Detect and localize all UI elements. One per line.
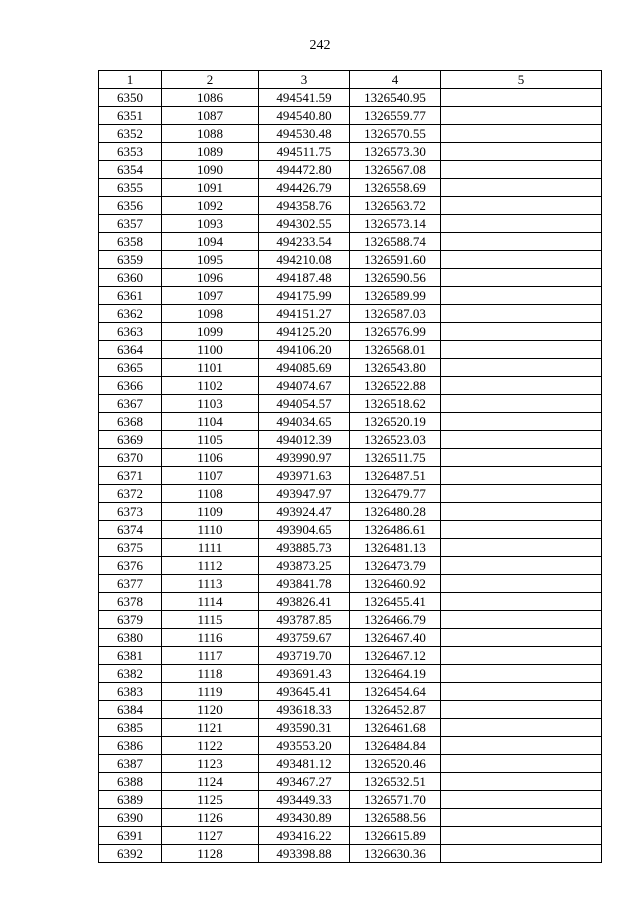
- table-cell-col-2: 1089: [162, 143, 259, 161]
- table-cell-col-3: 493947.97: [259, 485, 350, 503]
- table-cell-col-1: 6359: [99, 251, 162, 269]
- table-cell-col-3: 493990.97: [259, 449, 350, 467]
- coordinates-table: [98, 70, 602, 863]
- table-row: [99, 377, 602, 395]
- table-cell-col-1: 6364: [99, 341, 162, 359]
- table-cell-col-2: 1105: [162, 431, 259, 449]
- table-cell-col-1: 6379: [99, 611, 162, 629]
- table-cell-col-2: 1097: [162, 287, 259, 305]
- table-row: [99, 395, 602, 413]
- table-cell-col-1: 6360: [99, 269, 162, 287]
- table-cell-col-4: 1326455.41: [350, 593, 441, 611]
- table-cell-col-2: 1106: [162, 449, 259, 467]
- table-cell-col-2: 1127: [162, 827, 259, 845]
- table-cell-col-2: 1095: [162, 251, 259, 269]
- table-cell-col-1: 6376: [99, 557, 162, 575]
- table-cell-col-3: 493430.89: [259, 809, 350, 827]
- table-cell-col-3: 494187.48: [259, 269, 350, 287]
- table-cell-col-3: 494472.80: [259, 161, 350, 179]
- table-cell-col-4: 1326479.77: [350, 485, 441, 503]
- table-cell-col-5: [441, 575, 602, 593]
- table-cell-col-5: [441, 719, 602, 737]
- table-row: [99, 107, 602, 125]
- table-cell-col-4: 1326467.40: [350, 629, 441, 647]
- table-cell-col-2: 1109: [162, 503, 259, 521]
- table-cell-col-1: 6361: [99, 287, 162, 305]
- table-cell-col-2: 1094: [162, 233, 259, 251]
- table-cell-col-1: 6350: [99, 89, 162, 107]
- table-cell-col-1: 6390: [99, 809, 162, 827]
- table-cell-col-1: 6354: [99, 161, 162, 179]
- table-row: [99, 611, 602, 629]
- table-cell-col-3: 493467.27: [259, 773, 350, 791]
- table-cell-col-4: 1326587.03: [350, 305, 441, 323]
- table-cell-col-5: [441, 89, 602, 107]
- table-row: [99, 341, 602, 359]
- table-cell-col-4: 1326518.62: [350, 395, 441, 413]
- table-cell-col-1: 6371: [99, 467, 162, 485]
- table-row: [99, 827, 602, 845]
- table-cell-col-3: 493416.22: [259, 827, 350, 845]
- table-cell-col-4: 1326481.13: [350, 539, 441, 557]
- table-cell-col-2: 1099: [162, 323, 259, 341]
- table-cell-col-5: [441, 755, 602, 773]
- table-cell-col-2: 1087: [162, 107, 259, 125]
- table-cell-col-2: 1116: [162, 629, 259, 647]
- table-row: [99, 809, 602, 827]
- table-row: [99, 521, 602, 539]
- table-cell-col-5: [441, 791, 602, 809]
- table-cell-col-5: [441, 503, 602, 521]
- table-cell-col-3: 493787.85: [259, 611, 350, 629]
- table-cell-col-4: 1326568.01: [350, 341, 441, 359]
- table-cell-col-1: 6392: [99, 845, 162, 863]
- table-cell-col-1: 6363: [99, 323, 162, 341]
- table-cell-col-2: 1121: [162, 719, 259, 737]
- table-cell-col-5: [441, 593, 602, 611]
- table-cell-col-5: [441, 827, 602, 845]
- table-cell-col-1: 6378: [99, 593, 162, 611]
- table-row: [99, 773, 602, 791]
- table-cell-col-5: [441, 521, 602, 539]
- table-row: [99, 305, 602, 323]
- table-cell-col-3: 494034.65: [259, 413, 350, 431]
- table-cell-col-4: 1326473.79: [350, 557, 441, 575]
- table-row: [99, 485, 602, 503]
- table-cell-col-4: 1326563.72: [350, 197, 441, 215]
- table-cell-col-2: 1128: [162, 845, 259, 863]
- table-row: [99, 143, 602, 161]
- table-cell-col-4: 1326571.70: [350, 791, 441, 809]
- table-cell-col-5: [441, 845, 602, 863]
- table-cell-col-4: 1326573.14: [350, 215, 441, 233]
- table-cell-col-2: 1110: [162, 521, 259, 539]
- table-cell-col-3: 494233.54: [259, 233, 350, 251]
- table-cell-col-1: 6383: [99, 683, 162, 701]
- table-cell-col-4: 1326573.30: [350, 143, 441, 161]
- table-cell-col-4: 1326615.89: [350, 827, 441, 845]
- table-cell-col-5: [441, 341, 602, 359]
- table-row: [99, 791, 602, 809]
- table-cell-col-2: 1123: [162, 755, 259, 773]
- table-cell-col-3: 494302.55: [259, 215, 350, 233]
- table-cell-col-1: 6356: [99, 197, 162, 215]
- table-cell-col-3: 494426.79: [259, 179, 350, 197]
- table-cell-col-2: 1092: [162, 197, 259, 215]
- table-cell-col-4: 1326543.80: [350, 359, 441, 377]
- table-cell-col-4: 1326486.61: [350, 521, 441, 539]
- column-header-5: 5: [441, 71, 602, 89]
- table-cell-col-1: 6357: [99, 215, 162, 233]
- table-cell-col-3: 493873.25: [259, 557, 350, 575]
- table-cell-col-2: 1113: [162, 575, 259, 593]
- column-header-2: 2: [162, 71, 259, 89]
- table-row: [99, 89, 602, 107]
- table-row: [99, 665, 602, 683]
- table-cell-col-5: [441, 449, 602, 467]
- table-cell-col-3: 493841.78: [259, 575, 350, 593]
- table-cell-col-3: 493691.43: [259, 665, 350, 683]
- table-row: [99, 161, 602, 179]
- table-cell-col-5: [441, 323, 602, 341]
- table-cell-col-1: 6355: [99, 179, 162, 197]
- table-row: [99, 719, 602, 737]
- table-row: [99, 683, 602, 701]
- table-cell-col-3: 494012.39: [259, 431, 350, 449]
- table-row: [99, 197, 602, 215]
- table-cell-col-1: 6369: [99, 431, 162, 449]
- table-cell-col-2: 1103: [162, 395, 259, 413]
- table-cell-col-5: [441, 251, 602, 269]
- table-cell-col-5: [441, 773, 602, 791]
- table-cell-col-1: 6391: [99, 827, 162, 845]
- table-cell-col-2: 1126: [162, 809, 259, 827]
- table-cell-col-3: 493481.12: [259, 755, 350, 773]
- table-cell-col-1: 6367: [99, 395, 162, 413]
- table-cell-col-1: 6385: [99, 719, 162, 737]
- table-cell-col-1: 6380: [99, 629, 162, 647]
- table-row: [99, 467, 602, 485]
- table-cell-col-3: 493449.33: [259, 791, 350, 809]
- table-cell-col-3: 494125.20: [259, 323, 350, 341]
- table-cell-col-2: 1086: [162, 89, 259, 107]
- table-cell-col-4: 1326590.56: [350, 269, 441, 287]
- table-cell-col-1: 6386: [99, 737, 162, 755]
- table-cell-col-3: 494358.76: [259, 197, 350, 215]
- table-cell-col-4: 1326480.28: [350, 503, 441, 521]
- table-cell-col-1: 6351: [99, 107, 162, 125]
- table-row: [99, 845, 602, 863]
- table-cell-col-3: 493904.65: [259, 521, 350, 539]
- table-cell-col-5: [441, 485, 602, 503]
- table-cell-col-2: 1098: [162, 305, 259, 323]
- table-row: [99, 359, 602, 377]
- table-cell-col-2: 1091: [162, 179, 259, 197]
- table-cell-col-4: 1326540.95: [350, 89, 441, 107]
- table-cell-col-4: 1326567.08: [350, 161, 441, 179]
- table-row: [99, 323, 602, 341]
- table-cell-col-1: 6366: [99, 377, 162, 395]
- table-cell-col-2: 1104: [162, 413, 259, 431]
- table-cell-col-2: 1117: [162, 647, 259, 665]
- table-cell-col-1: 6372: [99, 485, 162, 503]
- table-cell-col-1: 6374: [99, 521, 162, 539]
- table-cell-col-4: 1326466.79: [350, 611, 441, 629]
- table-cell-col-3: 494530.48: [259, 125, 350, 143]
- table-cell-col-1: 6375: [99, 539, 162, 557]
- table-cell-col-3: 493398.88: [259, 845, 350, 863]
- table-cell-col-5: [441, 701, 602, 719]
- table-cell-col-5: [441, 683, 602, 701]
- table-cell-col-1: 6377: [99, 575, 162, 593]
- table-cell-col-1: 6352: [99, 125, 162, 143]
- table-cell-col-2: 1120: [162, 701, 259, 719]
- table-cell-col-2: 1102: [162, 377, 259, 395]
- table-cell-col-4: 1326576.99: [350, 323, 441, 341]
- table-row: [99, 593, 602, 611]
- table-cell-col-5: [441, 143, 602, 161]
- table-row: [99, 737, 602, 755]
- table-cell-col-2: 1111: [162, 539, 259, 557]
- table-cell-col-5: [441, 305, 602, 323]
- table-cell-col-3: 493618.33: [259, 701, 350, 719]
- table-cell-col-3: 494054.57: [259, 395, 350, 413]
- table-row: [99, 575, 602, 593]
- table-cell-col-4: 1326454.64: [350, 683, 441, 701]
- table-cell-col-1: 6373: [99, 503, 162, 521]
- table-row: [99, 251, 602, 269]
- table-cell-col-3: 493645.41: [259, 683, 350, 701]
- table-cell-col-5: [441, 467, 602, 485]
- column-header-4: 4: [350, 71, 441, 89]
- table-cell-col-2: 1114: [162, 593, 259, 611]
- table-cell-col-3: 494175.99: [259, 287, 350, 305]
- table-cell-col-5: [441, 287, 602, 305]
- table-row: [99, 215, 602, 233]
- table-cell-col-3: 493885.73: [259, 539, 350, 557]
- table-cell-col-5: [441, 809, 602, 827]
- table-cell-col-4: 1326464.19: [350, 665, 441, 683]
- table-row: [99, 179, 602, 197]
- table-cell-col-2: 1108: [162, 485, 259, 503]
- table-cell-col-4: 1326589.99: [350, 287, 441, 305]
- table-cell-col-1: 6353: [99, 143, 162, 161]
- table-cell-col-5: [441, 107, 602, 125]
- table-header-row: [99, 71, 602, 89]
- table-cell-col-3: 493553.20: [259, 737, 350, 755]
- table-cell-col-5: [441, 395, 602, 413]
- table-cell-col-4: 1326487.51: [350, 467, 441, 485]
- table-row: [99, 431, 602, 449]
- table-cell-col-5: [441, 269, 602, 287]
- table-cell-col-5: [441, 377, 602, 395]
- table-cell-col-4: 1326588.56: [350, 809, 441, 827]
- table-row: [99, 539, 602, 557]
- table-cell-col-2: 1119: [162, 683, 259, 701]
- table-cell-col-3: 494210.08: [259, 251, 350, 269]
- table-cell-col-5: [441, 215, 602, 233]
- table-row: [99, 125, 602, 143]
- table-cell-col-1: 6382: [99, 665, 162, 683]
- table-cell-col-1: 6388: [99, 773, 162, 791]
- table-cell-col-4: 1326520.46: [350, 755, 441, 773]
- table-cell-col-4: 1326559.77: [350, 107, 441, 125]
- table-cell-col-4: 1326532.51: [350, 773, 441, 791]
- table-row: [99, 269, 602, 287]
- table-cell-col-4: 1326523.03: [350, 431, 441, 449]
- table-cell-col-2: 1090: [162, 161, 259, 179]
- table-cell-col-3: 494540.80: [259, 107, 350, 125]
- table-cell-col-4: 1326630.36: [350, 845, 441, 863]
- table-cell-col-3: 493924.47: [259, 503, 350, 521]
- table-cell-col-5: [441, 539, 602, 557]
- table-cell-col-3: 494074.67: [259, 377, 350, 395]
- table-cell-col-5: [441, 179, 602, 197]
- table-row: [99, 755, 602, 773]
- table-cell-col-5: [441, 359, 602, 377]
- table-cell-col-4: 1326520.19: [350, 413, 441, 431]
- table-cell-col-2: 1122: [162, 737, 259, 755]
- page-number: 242: [309, 38, 331, 53]
- table-cell-col-4: 1326511.75: [350, 449, 441, 467]
- table-cell-col-1: 6368: [99, 413, 162, 431]
- table-cell-col-4: 1326570.55: [350, 125, 441, 143]
- table-cell-col-4: 1326461.68: [350, 719, 441, 737]
- table-cell-col-4: 1326460.92: [350, 575, 441, 593]
- table-cell-col-3: 494085.69: [259, 359, 350, 377]
- table-cell-col-1: 6389: [99, 791, 162, 809]
- column-header-3: 3: [259, 71, 350, 89]
- table-cell-col-1: 6387: [99, 755, 162, 773]
- table-row: [99, 413, 602, 431]
- table-row: [99, 629, 602, 647]
- table-cell-col-3: 494151.27: [259, 305, 350, 323]
- table-body: [99, 89, 602, 863]
- table-cell-col-2: 1118: [162, 665, 259, 683]
- table-cell-col-4: 1326452.87: [350, 701, 441, 719]
- table-row: [99, 557, 602, 575]
- table-cell-col-2: 1093: [162, 215, 259, 233]
- table-cell-col-4: 1326522.88: [350, 377, 441, 395]
- table-cell-col-2: 1124: [162, 773, 259, 791]
- table-cell-col-1: 6362: [99, 305, 162, 323]
- table-cell-col-1: 6370: [99, 449, 162, 467]
- table-cell-col-2: 1088: [162, 125, 259, 143]
- table-cell-col-3: 493826.41: [259, 593, 350, 611]
- table-cell-col-3: 494541.59: [259, 89, 350, 107]
- table-cell-col-2: 1125: [162, 791, 259, 809]
- table-row: [99, 233, 602, 251]
- table-cell-col-5: [441, 629, 602, 647]
- table-cell-col-5: [441, 665, 602, 683]
- table-row: [99, 449, 602, 467]
- table-cell-col-2: 1101: [162, 359, 259, 377]
- table-row: [99, 647, 602, 665]
- column-header-1: 1: [99, 71, 162, 89]
- table-cell-col-1: 6381: [99, 647, 162, 665]
- table-cell-col-2: 1115: [162, 611, 259, 629]
- table-cell-col-1: 6358: [99, 233, 162, 251]
- table-cell-col-5: [441, 647, 602, 665]
- table-cell-col-5: [441, 161, 602, 179]
- table-cell-col-2: 1107: [162, 467, 259, 485]
- table-cell-col-5: [441, 413, 602, 431]
- table-cell-col-3: 494511.75: [259, 143, 350, 161]
- table-cell-col-3: 493719.70: [259, 647, 350, 665]
- table-cell-col-4: 1326591.60: [350, 251, 441, 269]
- table-cell-col-2: 1096: [162, 269, 259, 287]
- table-cell-col-4: 1326588.74: [350, 233, 441, 251]
- table-cell-col-5: [441, 233, 602, 251]
- table-cell-col-1: 6384: [99, 701, 162, 719]
- table-cell-col-5: [441, 611, 602, 629]
- table-cell-col-3: 494106.20: [259, 341, 350, 359]
- table-row: [99, 503, 602, 521]
- table-cell-col-3: 493759.67: [259, 629, 350, 647]
- table-cell-col-2: 1112: [162, 557, 259, 575]
- table-cell-col-5: [441, 737, 602, 755]
- table-cell-col-1: 6365: [99, 359, 162, 377]
- table-cell-col-5: [441, 557, 602, 575]
- table-row: [99, 701, 602, 719]
- table-row: [99, 287, 602, 305]
- table-cell-col-3: 493971.63: [259, 467, 350, 485]
- table-cell-col-2: 1100: [162, 341, 259, 359]
- table-cell-col-5: [441, 197, 602, 215]
- table-cell-col-4: 1326484.84: [350, 737, 441, 755]
- table-cell-col-4: 1326558.69: [350, 179, 441, 197]
- table-cell-col-5: [441, 125, 602, 143]
- table-cell-col-5: [441, 431, 602, 449]
- table-cell-col-3: 493590.31: [259, 719, 350, 737]
- table-cell-col-4: 1326467.12: [350, 647, 441, 665]
